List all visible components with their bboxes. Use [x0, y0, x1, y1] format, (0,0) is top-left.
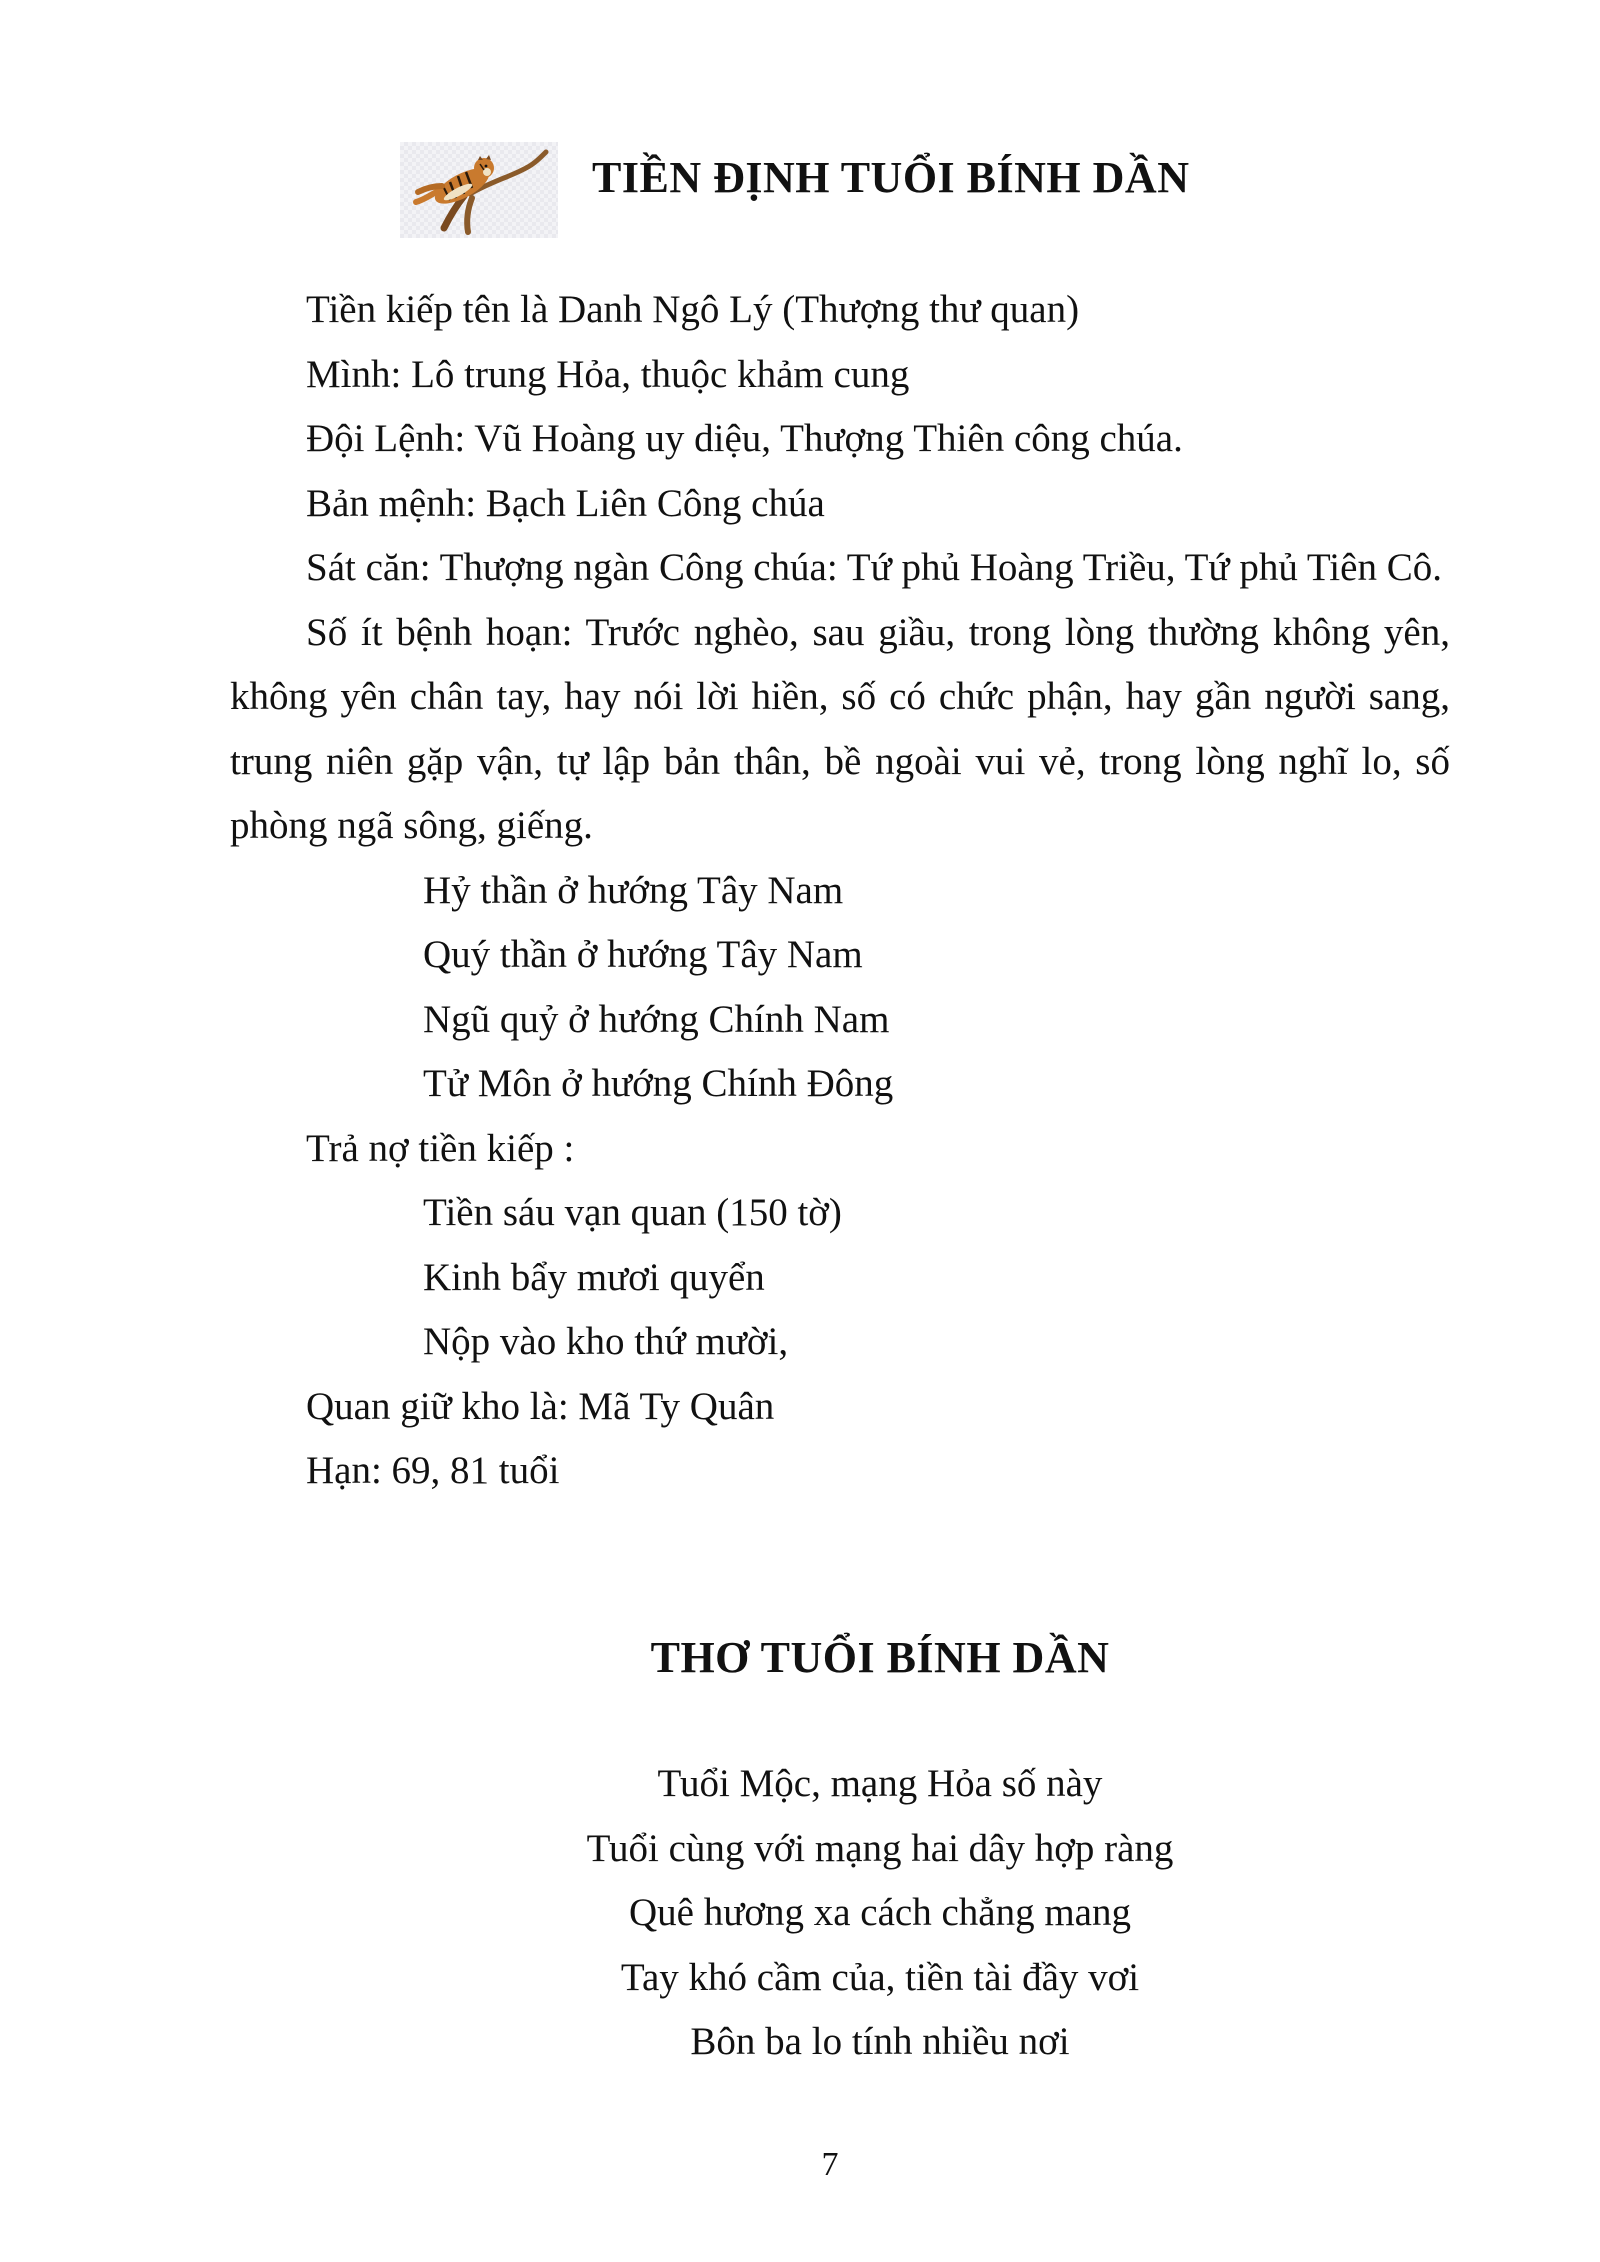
direction-line: Tử Môn ở hướng Chính Đông	[423, 1062, 894, 1105]
limit-line: Hạn: 69, 81 tuổi	[306, 1449, 560, 1492]
destiny-line: Bản mệnh: Bạch Liên Công chúa	[306, 481, 825, 525]
poem-line: Tay khó cầm của, tiền tài đầy vơi	[620, 1955, 1140, 1999]
poem-line: Tuổi Mộc, mạng Hỏa số này	[657, 1762, 1103, 1805]
sat-can-paragraph: Sát căn: Thượng ngàn Công chúa: Tứ phủ Hoàng Triều, Tứ phủ Tiên Cô.	[306, 546, 1442, 589]
command-line: Đội Lệnh: Vũ Hoàng uy diệu, Thượng Thiên công chúa.	[306, 417, 1183, 460]
poem-line: Bôn ba lo tính nhiều nơi	[690, 2020, 1070, 2063]
direction-line: Hỷ thần ở hướng Tây Nam	[423, 868, 844, 912]
poem-line: Quê hương xa cách chẳng mang	[629, 1891, 1131, 1934]
poem-title: THƠ TUỔI BÍNH DẦN	[650, 1633, 1110, 1682]
poem-line: Tuổi cùng với mạng hai dây hợp ràng	[586, 1826, 1174, 1870]
previous-life-line: Tiền kiếp tên là Danh Ngô Lý (Thượng thư quan)	[306, 288, 1080, 331]
element-line: Mình: Lô trung Hỏa, thuộc khảm cung	[306, 352, 910, 396]
direction-line: Ngũ quỷ ở hướng Chính Nam	[423, 997, 890, 1041]
direction-line: Quý thần ở hướng Tây Nam	[423, 933, 863, 976]
poem	[0, 1752, 1600, 2075]
page-header	[400, 142, 1300, 242]
horoscope-body	[230, 278, 1450, 1504]
tiger-leaping-image	[400, 142, 558, 238]
page-number: 7	[821, 2146, 839, 2183]
treasury-keeper-line: Quan giữ kho là: Mã Ty Quân	[306, 1384, 775, 1428]
page-title: TIỀN ĐỊNH TUỔI BÍNH DẦN	[592, 153, 1190, 202]
fortune-paragraph: Số ít bệnh hoạn: Trước nghèo, sau giầu, trong lòng thường không yên, không yên chân tay, hay nói lời hiền, số có chức phận, hay gần người sang, trung niên gặp vận, tự lập bản thân, bề ngoài vui vẻ, trong lòng nghĩ lo, số phòng ngã sông, giếng.	[230, 610, 1450, 847]
debt-item: Nộp vào kho thứ mười,	[423, 1320, 789, 1363]
tiger-icon	[400, 142, 558, 238]
debt-heading: Trả nợ tiền kiếp :	[306, 1126, 575, 1170]
debt-item: Tiền sáu vạn quan (150 tờ)	[423, 1191, 842, 1234]
debt-item: Kinh bẩy mươi quyển	[423, 1255, 765, 1299]
